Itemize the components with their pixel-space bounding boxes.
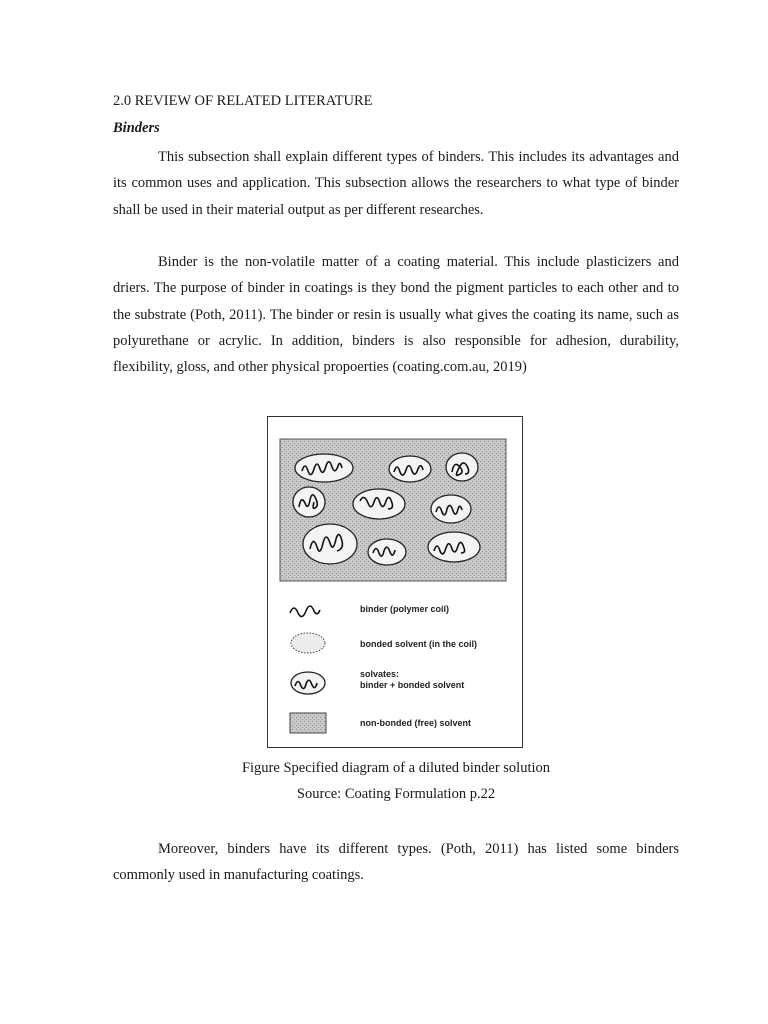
solvate-particle — [428, 532, 480, 562]
legend-bonded-solvent-label: bonded solvent (in the coil) — [360, 639, 477, 649]
legend-binder-icon — [290, 606, 320, 617]
paragraph-binder-types: Moreover, binders have its different types. (Poth, 2011) has listed some binders commonly used in manufacturing coatings. — [113, 841, 679, 884]
legend-solvate-icon — [291, 672, 325, 694]
solvate-particle — [353, 489, 405, 519]
legend-solvates-description: binder + bonded solvent — [360, 680, 465, 690]
legend-binder-label: binder (polymer coil) — [360, 604, 450, 614]
solvate-particle — [295, 454, 353, 482]
binder-solution-figure — [267, 416, 523, 748]
legend-free-solvent-icon — [290, 713, 326, 733]
solvate-particle — [446, 453, 478, 481]
paragraph-intro: This subsection shall explain different types of binders. This includes its advantages and its common uses and application. This subsection allows the researchers to what type of binder shall be used in their material output as per different researches. — [113, 149, 679, 218]
legend-free-solvent-label: non-bonded (free) solvent — [360, 718, 471, 728]
solvate-particle — [303, 524, 357, 564]
section-heading: 2.0 REVIEW OF RELATED LITERATURE — [113, 93, 373, 109]
subsection-heading: Binders — [113, 120, 160, 136]
solvate-particle — [431, 495, 471, 523]
solvate-particle — [368, 539, 406, 565]
legend-solvates-title: solvates: — [360, 669, 400, 679]
solvate-particle — [293, 487, 325, 517]
binder-solution-diagram — [268, 417, 522, 747]
paragraph-binder-definition: Binder is the non-volatile matter of a coating material. This include plasticizers and driers. The purpose of binder in coatings is they bond the pigment particles to each other and to the substrate (Poth, 2011). The binder or resin is usually what gives the coating its name, such as polyurethane or acrylic. In addition, binders is also responsible for adhesion, durability, flexibility, gloss, and other physical propoerties (coating.com.au, 2019) — [113, 254, 679, 376]
figure-caption: Figure Specified diagram of a diluted binder solution — [241, 760, 551, 776]
figure-source: Source: Coating Formulation p.22 — [296, 786, 496, 802]
legend-bonded-solvent-icon — [291, 633, 325, 653]
solvate-particle — [389, 456, 431, 482]
